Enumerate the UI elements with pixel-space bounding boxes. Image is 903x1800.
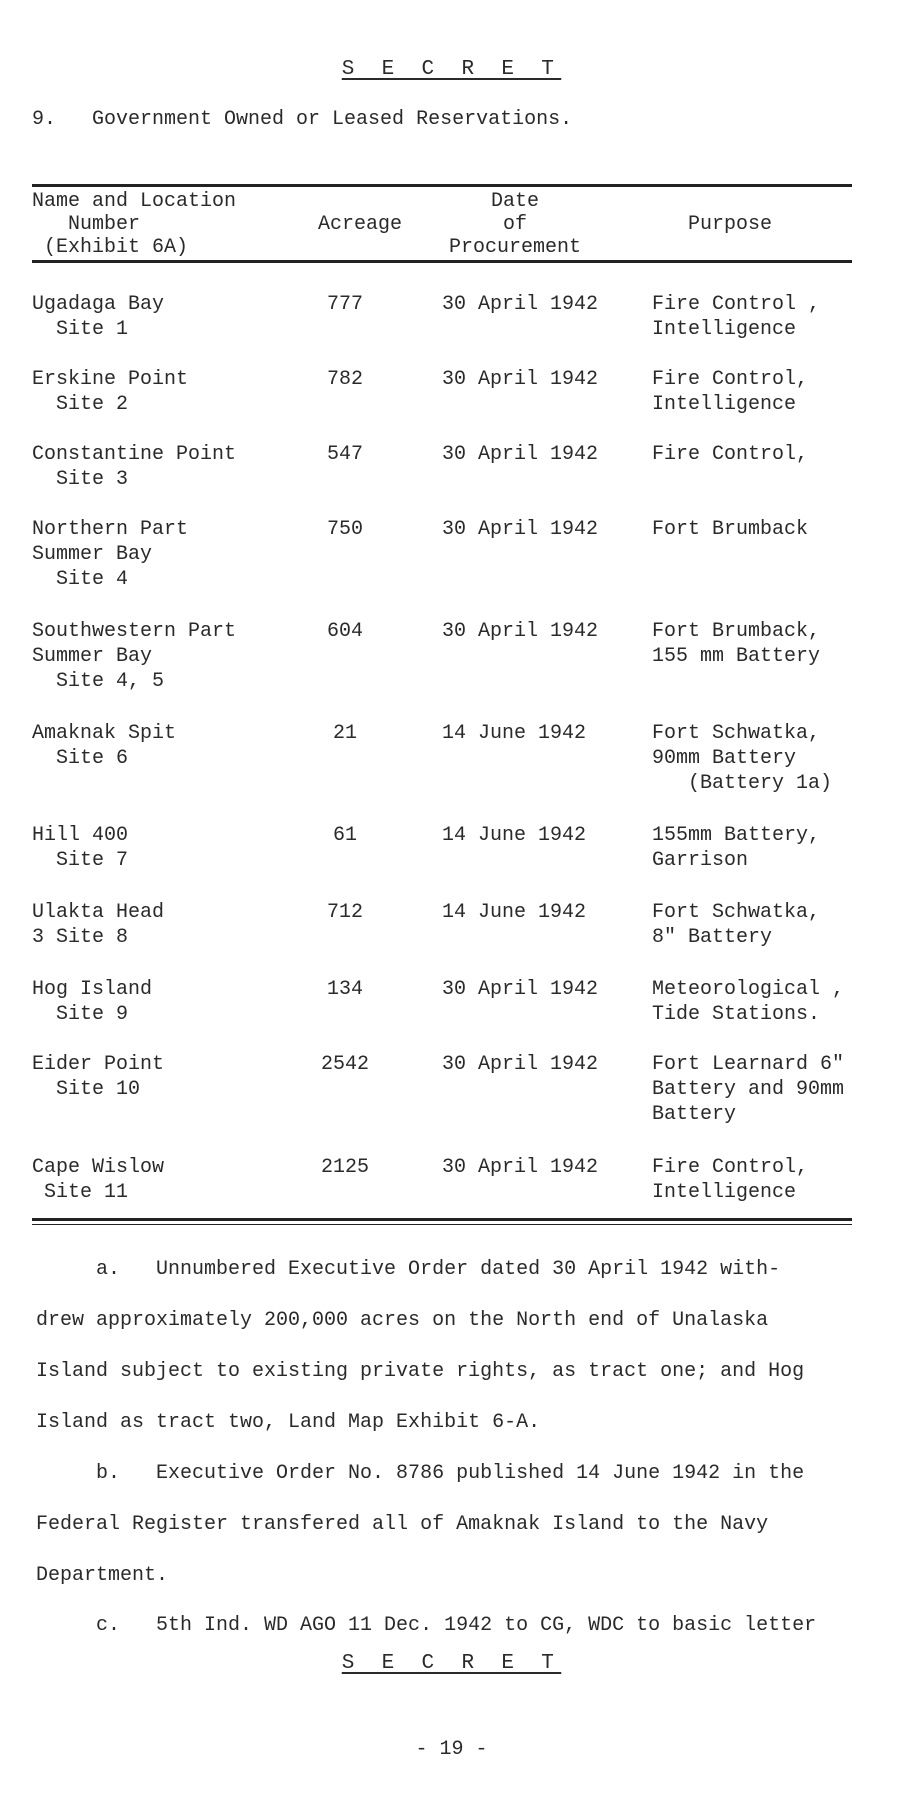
cell-line: Site 2 xyxy=(32,393,129,416)
header-acreage: Acreage xyxy=(318,213,403,236)
header-date-line: Date xyxy=(490,190,539,213)
cell-line: Site 9 xyxy=(32,1003,129,1026)
cell-line: Intelligence xyxy=(652,318,797,341)
cell-line: Site 3 xyxy=(32,468,129,491)
cell-purpose xyxy=(652,619,820,669)
cell-line: Eider Point xyxy=(32,1053,165,1076)
cell-line: Cape Wislow xyxy=(32,1156,165,1179)
cell-purpose xyxy=(652,977,844,1027)
cell-name-location xyxy=(32,1052,164,1102)
header-name-line: Name and Location xyxy=(32,190,237,213)
table-top-rule xyxy=(32,184,852,187)
cell-acreage: 21 xyxy=(332,722,357,745)
cell-line: Site 4, 5 xyxy=(32,670,165,693)
cell-line: Site 7 xyxy=(32,849,129,872)
cell-name-location xyxy=(32,1155,164,1205)
cell-line: Southwestern Part xyxy=(32,620,237,643)
cell-acreage: 750 xyxy=(326,518,363,541)
cell-name-location xyxy=(32,292,164,342)
cell-purpose xyxy=(652,721,832,796)
cell-line: 155 mm Battery xyxy=(652,645,821,668)
cell-acreage: 604 xyxy=(326,620,363,643)
cell-line: 90mm Battery xyxy=(652,747,797,770)
cell-line: Site 11 xyxy=(32,1181,129,1204)
cell-line: Site 6 xyxy=(32,747,129,770)
cell-line: Fort Brumback xyxy=(652,518,809,541)
cell-acreage: 547 xyxy=(326,443,363,466)
cell-line: Site 10 xyxy=(32,1078,141,1101)
cell-line: Northern Part xyxy=(32,518,189,541)
header-purpose: Purpose xyxy=(688,213,773,236)
paragraph-line: Island subject to existing private rights, as tract one; and Hog xyxy=(36,1360,805,1383)
cell-acreage: 2542 xyxy=(320,1053,369,1076)
cell-procurement-date: 30 April 1942 xyxy=(442,1156,599,1179)
cell-line: 8" Battery xyxy=(652,926,773,949)
cell-name-location xyxy=(32,619,236,694)
cell-line: Battery xyxy=(652,1103,737,1126)
cell-acreage: 777 xyxy=(326,293,363,316)
paragraph-line: c. 5th Ind. WD AGO 11 Dec. 1942 to CG, WDC to basic letter xyxy=(36,1614,817,1637)
cell-name-location xyxy=(32,367,188,417)
cell-purpose xyxy=(652,292,820,342)
page-number: - 19 - xyxy=(415,1738,488,1761)
cell-line: Fort Learnard 6" xyxy=(652,1053,845,1076)
cell-line: Site 1 xyxy=(32,318,129,341)
cell-line: 155mm Battery, xyxy=(652,824,821,847)
cell-line: Fire Control, xyxy=(652,368,809,391)
cell-line: Constantine Point xyxy=(32,443,237,466)
cell-procurement-date: 30 April 1942 xyxy=(442,978,599,1001)
paragraph-line: drew approximately 200,000 acres on the North end of Unalaska xyxy=(36,1309,769,1332)
cell-acreage: 134 xyxy=(326,978,363,1001)
header-date-line: Procurement xyxy=(448,236,582,259)
cell-acreage: 2125 xyxy=(320,1156,369,1179)
table-header-rule xyxy=(32,260,852,263)
cell-name-location xyxy=(32,442,236,492)
header-date-line: of xyxy=(502,213,527,236)
cell-acreage: 712 xyxy=(326,901,363,924)
paragraph-line: Federal Register transfered all of Amaknak Island to the Navy xyxy=(36,1513,769,1536)
cell-procurement-date: 30 April 1942 xyxy=(442,293,599,316)
cell-line: Intelligence xyxy=(652,1181,797,1204)
cell-line: Fire Control , xyxy=(652,293,821,316)
cell-line: Intelligence xyxy=(652,393,797,416)
header-date xyxy=(440,190,590,259)
table-bottom-rule-thin xyxy=(32,1224,852,1225)
cell-line: Summer Bay xyxy=(32,543,153,566)
cell-procurement-date: 14 June 1942 xyxy=(442,824,587,847)
cell-name-location xyxy=(32,517,188,592)
paragraph-line: Department. xyxy=(36,1564,169,1587)
cell-name-location xyxy=(32,823,128,873)
cell-line: Erskine Point xyxy=(32,368,189,391)
cell-purpose xyxy=(652,823,820,873)
cell-line: Garrison xyxy=(652,849,749,872)
cell-procurement-date: 30 April 1942 xyxy=(442,1053,599,1076)
cell-purpose xyxy=(652,900,820,950)
paragraph-line: b. Executive Order No. 8786 published 14 June 1942 in the xyxy=(36,1462,805,1485)
cell-line: 3 Site 8 xyxy=(32,926,129,949)
cell-line: Fort Brumback, xyxy=(652,620,821,643)
paragraph-line: Island as tract two, Land Map Exhibit 6-A. xyxy=(36,1411,541,1434)
cell-purpose xyxy=(652,367,808,417)
classification-top: S E C R E T xyxy=(341,58,562,81)
cell-line: Amaknak Spit xyxy=(32,722,177,745)
cell-line: Ugadaga Bay xyxy=(32,293,165,316)
cell-procurement-date: 14 June 1942 xyxy=(442,722,587,745)
classification-bottom: S E C R E T xyxy=(341,1652,562,1675)
cell-purpose xyxy=(652,1155,808,1205)
cell-line: Fire Control, xyxy=(652,1156,809,1179)
cell-procurement-date: 14 June 1942 xyxy=(442,901,587,924)
cell-line: Ulakta Head xyxy=(32,901,165,924)
cell-purpose xyxy=(652,1052,844,1127)
cell-line: Battery and 90mm xyxy=(652,1078,845,1101)
cell-line: Hog Island xyxy=(32,978,153,1001)
section-heading: 9. Government Owned or Leased Reservations. xyxy=(32,108,573,131)
table-bottom-rule xyxy=(32,1218,852,1221)
cell-procurement-date: 30 April 1942 xyxy=(442,518,599,541)
cell-line: Site 4 xyxy=(32,568,129,591)
header-name-location xyxy=(32,190,236,259)
cell-line: Fire Control, xyxy=(652,443,809,466)
paragraph-line: a. Unnumbered Executive Order dated 30 April 1942 with- xyxy=(36,1258,781,1281)
cell-purpose xyxy=(652,517,808,542)
cell-purpose xyxy=(652,442,808,467)
cell-line: Hill 400 xyxy=(32,824,129,847)
cell-procurement-date: 30 April 1942 xyxy=(442,443,599,466)
cell-line: Tide Stations. xyxy=(652,1003,821,1026)
cell-acreage: 782 xyxy=(326,368,363,391)
cell-name-location xyxy=(32,721,176,771)
cell-line: (Battery 1a) xyxy=(652,772,833,795)
cell-line: Summer Bay xyxy=(32,645,153,668)
cell-line: Fort Schwatka, xyxy=(652,722,821,745)
cell-procurement-date: 30 April 1942 xyxy=(442,620,599,643)
cell-procurement-date: 30 April 1942 xyxy=(442,368,599,391)
cell-name-location xyxy=(32,977,152,1027)
cell-line: Meteorological , xyxy=(652,978,845,1001)
cell-name-location xyxy=(32,900,164,950)
header-name-line: Number xyxy=(32,213,141,236)
cell-line: Fort Schwatka, xyxy=(652,901,821,924)
header-name-line: (Exhibit 6A) xyxy=(32,236,189,259)
cell-acreage: 61 xyxy=(332,824,357,847)
